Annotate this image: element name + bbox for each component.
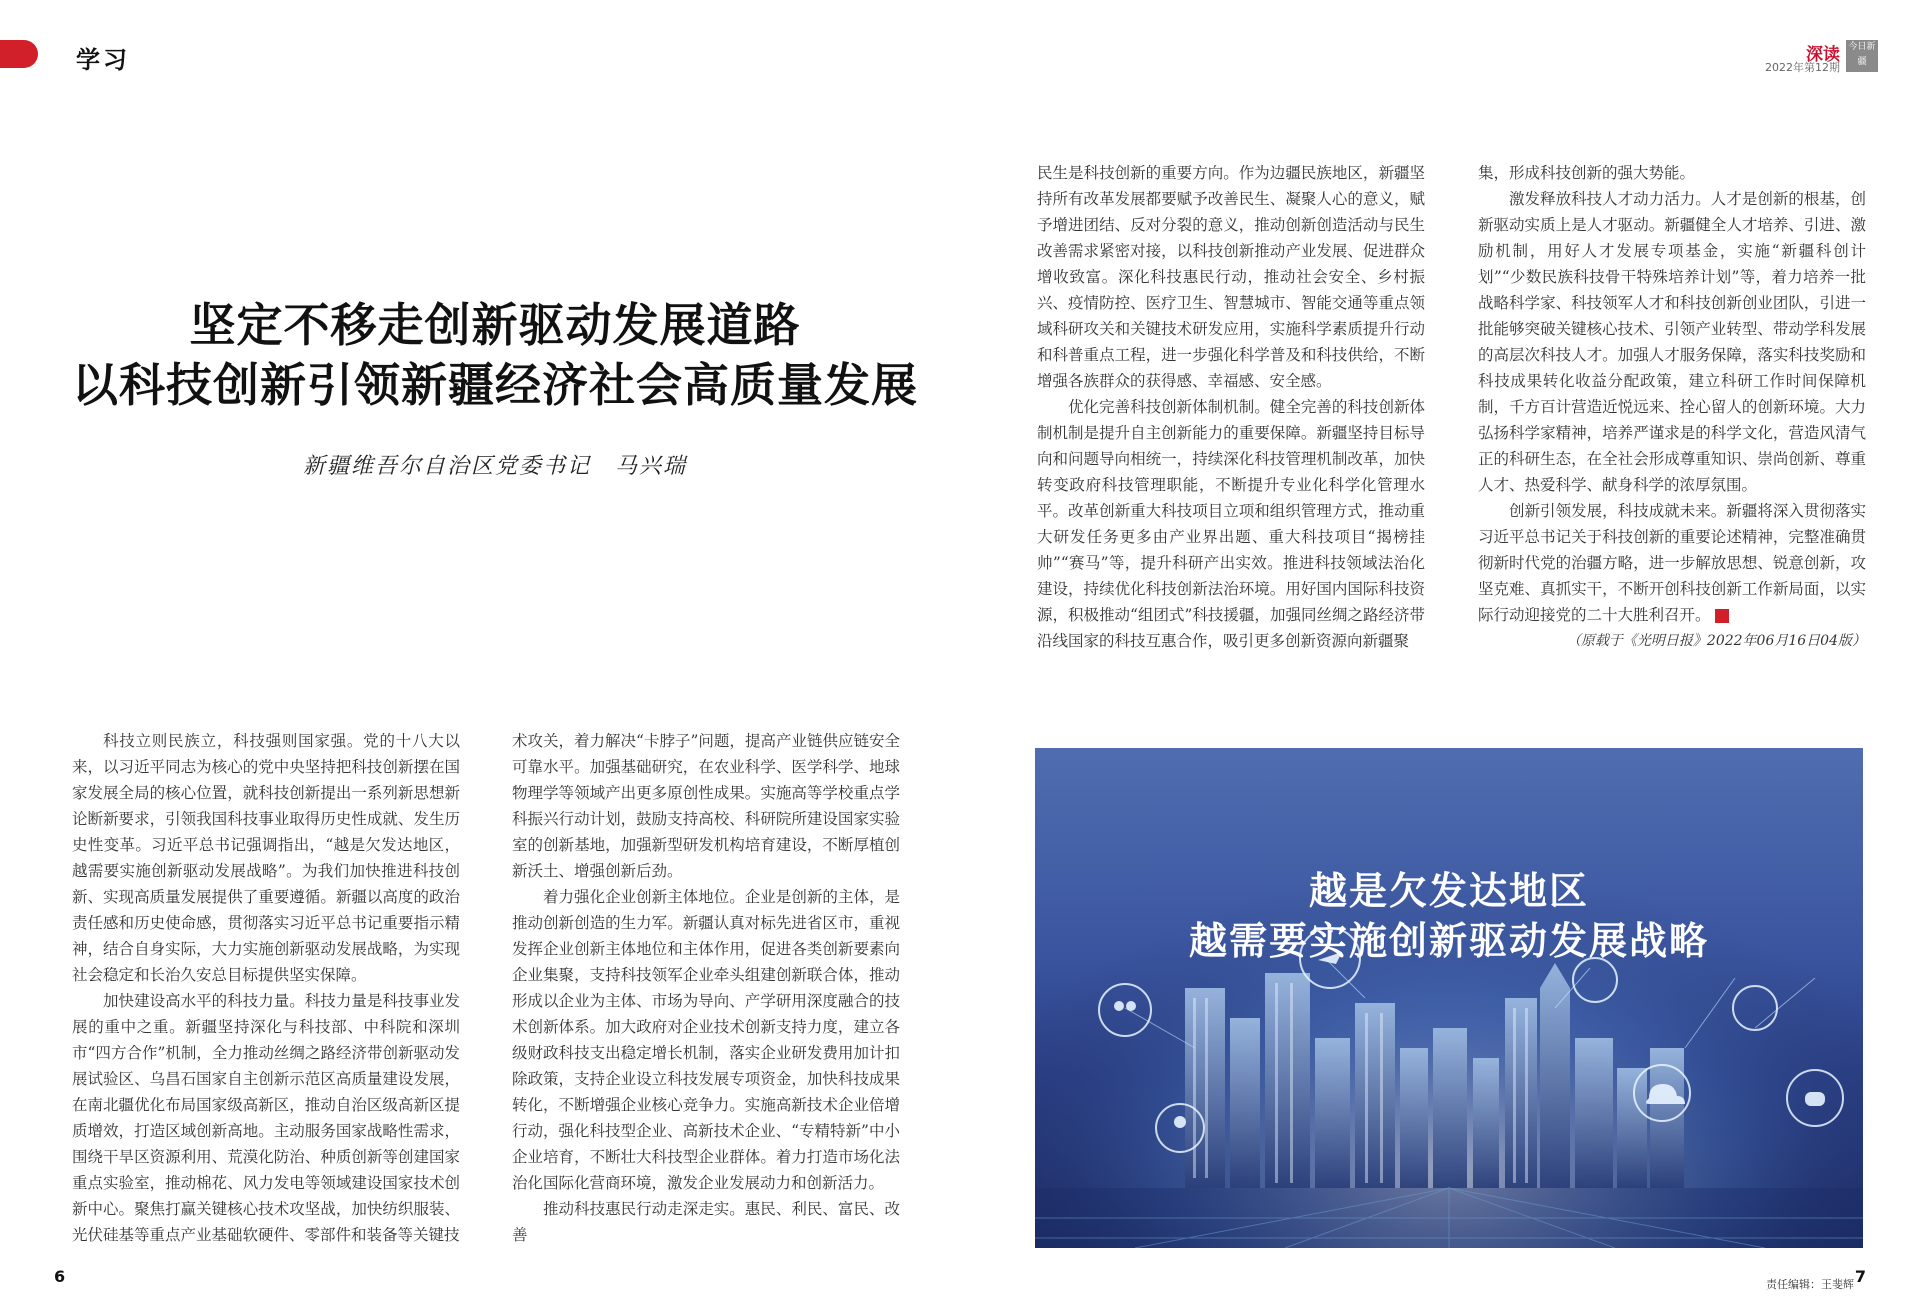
paragraph: 着力强化企业创新主体地位。企业是创新的主体，是推动创新创造的生力军。新疆认真对标先进省区市，重视发挥企业创新主体地位和主体作用，促进各类创新要素向企业集聚，支持科技领军企业牵头组建创新联合体，推动形成以企业为主体、市场为导向、产学研用深度融合的技术创新体系。加大政府对企业技术创新支持力度，建立各级财政科技支出稳定增长机制，落实企业研发费用加计扣除政策，支持企业设立科技发展专项资金，加快科技成果转化，不断增强企业核心竞争力。实施高新技术企业倍增行动，强化科技型企业、高新技术企业、“专精特新”中小企业培育，不断壮大科技型企业群体。着力打造市场化法治化国际化营商环境，激发企业发展动力和创新活力。 — [512, 888, 900, 1192]
page-number-left: 6 — [54, 1267, 66, 1286]
title-line-2: 以科技创新引领新疆经济社会高质量发展 — [72, 358, 918, 412]
paragraph: 加快建设高水平的科技力量。科技力量是科技事业发展的重中之重。新疆坚持深化与科技部、中科院和深圳市“四方合作”机制，全力推动丝绸之路经济带创新驱动发展试验区、乌昌石国家自主创新示范区高质量建设发展，在南北疆优化布局国家级高新区，推动自治区级高新区提质增效，打造区域创新高地。主动服务国家战略性需求，围绕干旱区资源利用、荒漠化防治、种质创新等创建国家重点实验室，推动棉花、风力发电等领域建设国家技术创新中心。聚焦打赢关键核心技术攻坚战，加快纺织服装、光伏硅基等重点产业基础软硬件、零部件和装备等关键技 — [72, 992, 460, 1244]
banner-line-1: 越是欠发达地区 — [1308, 869, 1589, 913]
text-column-1 — [72, 728, 460, 1248]
section-label: 学习 — [76, 46, 130, 74]
paragraph-text: 创新引领发展，科技成就未来。新疆将深入贯彻落实习近平总书记关于科技创新的重要论述精神，完整准确贯彻新时代党的治疆方略，进一步解放思想、锐意创新，攻坚克难、真抓实干，不断开创科技创新工作新局面，以实际行动迎接党的二十大胜利召开。 — [1478, 502, 1866, 624]
brand-logo-box: 今日新疆 — [1846, 40, 1878, 72]
city-skyline-illustration — [1035, 748, 1863, 1248]
paragraph: 推动科技惠民行动走深走实。惠民、利民、富民、改善 — [512, 1200, 900, 1244]
paragraph: 民生是科技创新的重要方向。作为边疆民族地区，新疆坚持所有改革发展都要赋予改善民生、凝聚人心的意义，赋予增进团结、反对分裂的意义，推动创新创造活动与民生改善需求紧密对接，以科技创新推动产业发展、促进群众增收致富。深化科技惠民行动，推动社会安全、乡村振兴、疫情防控、医疗卫生、智慧城市、智能交通等重点领域科研攻关和关键技术研发应用，实施科学素质提升行动和科普重点工程，进一步强化科学普及和科技供给，不断增强各族群众的获得感、幸福感、安全感。 — [1037, 164, 1425, 390]
paragraph: 优化完善科技创新体制机制。健全完善的科技创新体制机制是提升自主创新能力的重要保障。新疆坚持目标导向和问题导向相统一，持续深化科技管理机制改革，加快转变政府科技管理职能，不断提升专业化科学化管理水平。改革创新重大科技项目立项和组织管理方式，推动重大研发任务更多由产业界出题、重大科技项目“揭榜挂帅”“赛马”等，提升科研产出实效。推进科技领域法治化建设，持续优化科技创新法治环境。用好国内国际科技资源，积极推动“组团式”科技援疆，加强同丝绸之路经济带沿线国家的科技互惠合作，吸引更多创新资源向新疆聚 — [1037, 398, 1425, 650]
section-tab-marker — [0, 40, 38, 68]
magazine-brand — [1765, 40, 1878, 74]
end-mark-icon — [1715, 609, 1729, 623]
paragraph-final — [1478, 498, 1866, 628]
text-column-3 — [1037, 160, 1425, 654]
title-line-1: 坚定不移走创新驱动发展道路 — [189, 298, 801, 352]
article-byline: 新疆维吾尔自治区党委书记 马兴瑞 — [302, 454, 687, 479]
banner-line-2: 越需要实施创新驱动发展战略 — [1188, 919, 1709, 963]
feature-banner-image — [1035, 748, 1863, 1248]
banner-title — [1035, 866, 1863, 966]
paragraph: 激发释放科技人才动力活力。人才是创新的根基，创新驱动实质上是人才驱动。新疆健全人才培养、引进、激励机制，用好人才发展专项基金，实施“新疆科创计划”“少数民族科技骨干特殊培养计划”等，着力培养一批战略科学家、科技领军人才和科技创新创业团队，引进一批能够突破关键核心技术、引领产业转型、带动学科发展的高层次科技人才。加强人才服务保障，落实科技奖励和科技成果转化收益分配政策，建立科研工作时间保障机制，千方百计营造近悦远来、拴心留人的创新环境。大力弘扬科学家精神，培养严谨求是的科学文化，营造风清气正的科研生态，在全社会形成尊重知识、崇尚创新、尊重人才、热爱科学、献身科学的浓厚氛围。 — [1478, 190, 1866, 494]
source-note: （原载于《光明日报》2022年06月16日04版） — [1566, 633, 1866, 649]
text-column-2 — [512, 728, 900, 1248]
article-title — [40, 295, 950, 415]
paragraph: 科技立则民族立，科技强则国家强。党的十八大以来，以习近平同志为核心的党中央坚持把科技创新摆在国家发展全局的核心位置，就科技创新提出一系列新思想新论断新要求，引领我国科技事业取得历史性成就、发生历史性变革。习近平总书记强调指出，“越是欠发达地区，越需要实施创新驱动发展战略”。为我们加快推进科技创新、实现高质量发展提供了重要遵循。新疆以高度的政治责任感和历史使命感，贯彻落实习近平总书记重要指示精神，结合自身实际，大力实施创新驱动发展战略，为实现社会稳定和长治久安总目标提供坚实保障。 — [72, 732, 460, 984]
brand-name: 深读 — [1806, 45, 1840, 65]
paragraph: 术攻关，着力解决“卡脖子”问题，提高产业链供应链安全可靠水平。加强基础研究，在农业科学、医学科学、地球物理学等领域产出更多原创性成果。实施高等学校重点学科振兴行动计划，鼓励支持高校、科研院所建设国家实验室的创新基地，加强新型研发机构培育建设，不断厚植创新沃土、增强创新后劲。 — [512, 732, 900, 880]
editor-credit: 责任编辑：王斐辉 — [1766, 1278, 1854, 1291]
text-column-4 — [1478, 160, 1866, 654]
page-number-right: 7 — [1854, 1267, 1866, 1286]
paragraph: 集，形成科技创新的强大势能。 — [1478, 164, 1696, 182]
issue-number: 2022年第12期 — [1765, 61, 1840, 74]
